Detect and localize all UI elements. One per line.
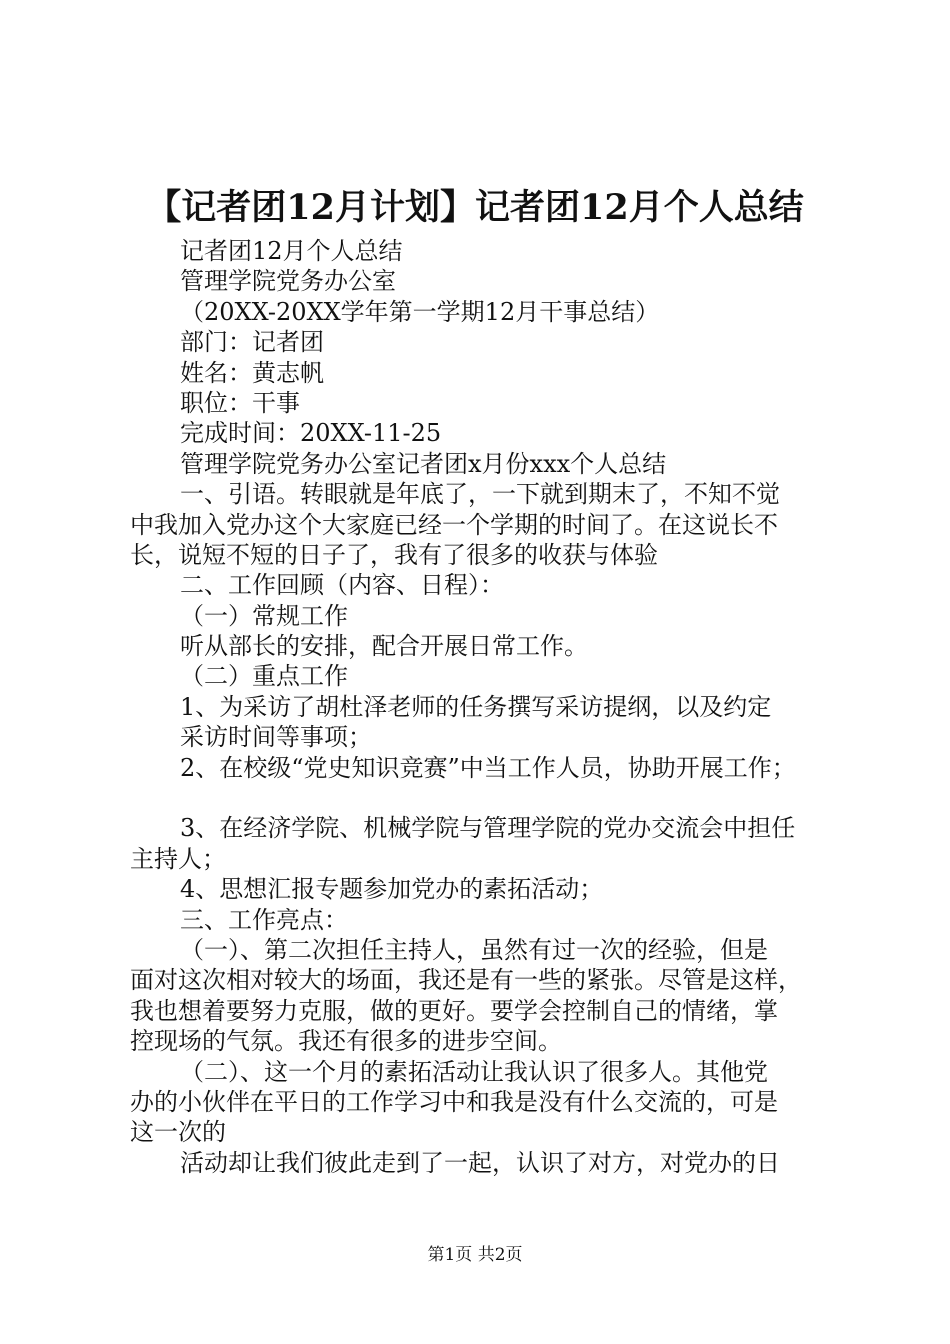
paragraph-line: 这一次的 xyxy=(130,1118,226,1147)
paragraph-line: 控现场的气氛。我还有很多的进步空间。 xyxy=(130,1027,562,1056)
paragraph-line: 4、思想汇报专题参加党办的素拓活动； xyxy=(180,875,604,904)
paragraph-line: 二、工作回顾（内容、日程）： xyxy=(180,571,504,600)
paragraph-line: 一、引语。转眼就是年底了，一下就到期末了，不知不觉 xyxy=(180,480,780,509)
paragraph-line: 完成时间：20XX-11-25 xyxy=(180,419,442,448)
paragraph-line: 管理学院党务办公室 xyxy=(180,267,396,296)
paragraph-line: 采访时间等事项； xyxy=(180,723,372,752)
paragraph-line: （一）常规工作 xyxy=(180,601,348,630)
paragraph-line: 部门：记者团 xyxy=(180,328,324,357)
paragraph-line: 职位：干事 xyxy=(180,388,300,417)
paragraph-line: 中我加入党办这个大家庭已经一个学期的时间了。在这说长不 xyxy=(130,510,778,539)
page-footer: 第1页 共2页 xyxy=(427,1245,523,1265)
paragraph-line: 长，说短不短的日子了，我有了很多的收获与体验 xyxy=(130,540,658,569)
paragraph-line: 办的小伙伴在平日的工作学习中和我是没有什么交流的，可是 xyxy=(130,1087,778,1116)
paragraph-line: 我也想着要努力克服，做的更好。要学会控制自己的情绪，掌 xyxy=(130,996,778,1025)
paragraph-line: 3、在经济学院、机械学院与管理学院的党办交流会中担任 xyxy=(180,814,796,843)
paragraph-line: 2、在校级“党史知识竞赛”中当工作人员，协助开展工作； xyxy=(180,753,796,782)
paragraph-line: （二）重点工作 xyxy=(180,662,348,691)
paragraph-line: 姓名：黄志帆 xyxy=(180,358,324,387)
paragraph-line: （一）、第二次担任主持人，虽然有过一次的经验，但是 xyxy=(180,935,768,964)
document-title: 【记者团12月计划】记者团12月个人总结 xyxy=(146,187,804,228)
paragraph-line xyxy=(130,783,850,813)
paragraph-line: 听从部长的安排，配合开展日常工作。 xyxy=(180,632,588,661)
paragraph-line: （20XX-20XX学年第一学期12月干事总结） xyxy=(180,297,660,326)
paragraph-line: （二）、这一个月的素拓活动让我认识了很多人。其他党 xyxy=(180,1057,768,1086)
paragraph-line: 三、工作亮点： xyxy=(180,905,348,934)
document-body xyxy=(130,236,850,1178)
paragraph-line: 管理学院党务办公室记者团x月份xxx个人总结 xyxy=(180,449,667,478)
paragraph-line: 面对这次相对较大的场面，我还是有一些的紧张。尽管是这样， xyxy=(130,966,802,995)
paragraph-line: 活动却让我们彼此走到了一起，认识了对方，对党办的日 xyxy=(180,1148,780,1177)
paragraph-line: 1、为采访了胡杜泽老师的任务撰写采访提纲，以及约定 xyxy=(180,692,772,721)
paragraph-line: 记者团12月个人总结 xyxy=(180,237,403,265)
paragraph-line: 主持人； xyxy=(130,844,226,873)
